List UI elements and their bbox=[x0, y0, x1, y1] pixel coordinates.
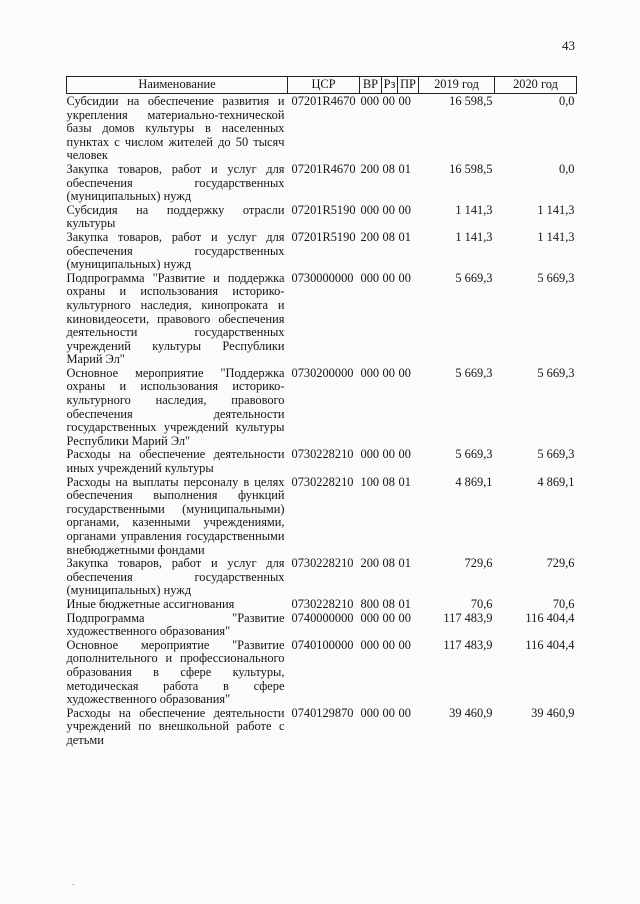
row-csr: 0730200000 bbox=[291, 365, 354, 380]
row-vr: 000 bbox=[360, 365, 380, 380]
row-name: Иные бюджетные ассигнования bbox=[66, 596, 235, 611]
table-row bbox=[67, 448, 577, 475]
row-2020: 5 669,3 bbox=[537, 270, 575, 285]
row-2020: 1 141,3 bbox=[537, 229, 575, 244]
row-2019: 117 483,9 bbox=[443, 610, 493, 625]
header-rz: Рз bbox=[382, 77, 398, 94]
table-row bbox=[67, 639, 577, 707]
table-row bbox=[67, 707, 577, 748]
row-pr: 00 bbox=[398, 202, 411, 217]
scan-speck bbox=[72, 884, 74, 885]
row-rz: 08 bbox=[382, 556, 395, 571]
row-name: Расходы на обеспечение деятельности иных учреждений культуры bbox=[66, 447, 285, 476]
table-row bbox=[67, 367, 577, 449]
row-csr: 07201R4670 bbox=[291, 161, 356, 176]
row-pr: 01 bbox=[398, 474, 411, 489]
row-2020: 116 404,4 bbox=[525, 610, 575, 625]
row-vr: 000 bbox=[360, 202, 380, 217]
row-csr: 0730228210 bbox=[291, 474, 354, 489]
row-vr: 000 bbox=[360, 270, 380, 285]
row-2019: 729,6 bbox=[464, 556, 493, 571]
row-name: Закупка товаров, работ и услуг для обеспечения государственных (муниципальных) нужд bbox=[66, 556, 285, 598]
row-pr: 01 bbox=[398, 556, 411, 571]
row-csr: 07201R5190 bbox=[291, 202, 356, 217]
row-vr: 200 bbox=[360, 556, 380, 571]
page-number: 43 bbox=[562, 38, 575, 53]
row-vr: 000 bbox=[360, 610, 380, 625]
row-vr: 000 bbox=[360, 94, 380, 108]
row-name: Закупка товаров, работ и услуг для обеспечения государственных (муниципальных) нужд bbox=[66, 229, 285, 272]
row-csr: 0740129870 bbox=[291, 705, 354, 720]
row-name: Расходы на выплаты персоналу в целях обеспечения выполнения функций государственными (муниципальными) органами, казенными учреждениями, органами управления государственными внебюджетными фондами bbox=[66, 474, 285, 557]
table-row bbox=[67, 476, 577, 558]
row-2019: 117 483,9 bbox=[443, 637, 493, 652]
row-csr: 0730228210 bbox=[291, 447, 354, 462]
row-csr: 07201R4670 bbox=[291, 94, 356, 108]
row-2020: 5 669,3 bbox=[537, 365, 575, 380]
row-name: Основное мероприятие "Развитие дополнительного и профессионального образования в сфере культуры, методическая работа в сфере художественного образования" bbox=[66, 637, 285, 707]
row-2019: 16 598,5 bbox=[449, 161, 493, 176]
row-rz: 08 bbox=[382, 161, 395, 176]
row-name: Закупка товаров, работ и услуг для обеспечения государственных (муниципальных) нужд bbox=[66, 161, 285, 204]
row-2020: 729,6 bbox=[546, 556, 575, 571]
row-csr: 0740000000 bbox=[291, 610, 354, 625]
row-2019: 1 141,3 bbox=[455, 229, 493, 244]
row-2020: 1 141,3 bbox=[537, 202, 575, 217]
row-rz: 00 bbox=[382, 610, 395, 625]
table-row bbox=[67, 231, 577, 272]
row-2020: 0,0 bbox=[559, 94, 575, 108]
row-pr: 01 bbox=[398, 229, 411, 244]
row-name: Расходы на обеспечение деятельности учреждений по внешкольной работе с детьми bbox=[66, 705, 285, 747]
row-pr: 00 bbox=[398, 365, 411, 380]
header-pr: ПР bbox=[398, 77, 419, 94]
row-2019: 1 141,3 bbox=[455, 202, 493, 217]
row-vr: 200 bbox=[360, 161, 380, 176]
row-name: Субсидия на поддержку отрасли культуры bbox=[66, 202, 285, 231]
row-2020: 39 460,9 bbox=[531, 705, 575, 720]
row-2020: 116 404,4 bbox=[525, 637, 575, 652]
table-row bbox=[67, 598, 577, 612]
row-rz: 00 bbox=[382, 637, 395, 652]
row-pr: 00 bbox=[398, 637, 411, 652]
row-vr: 000 bbox=[360, 705, 380, 720]
table-row bbox=[67, 612, 577, 639]
row-2019: 39 460,9 bbox=[449, 705, 493, 720]
row-rz: 00 bbox=[382, 94, 395, 108]
header-2020: 2020 год bbox=[495, 77, 577, 94]
row-rz: 00 bbox=[382, 270, 395, 285]
row-csr: 0730228210 bbox=[291, 596, 354, 611]
row-pr: 00 bbox=[398, 447, 411, 462]
row-pr: 00 bbox=[398, 270, 411, 285]
header-2019: 2019 год bbox=[419, 77, 495, 94]
row-name: Основное мероприятие "Поддержка охраны и использования историко-культурного наследия, правового обеспечения деятельности государственных учреждений культуры Республики Марий Эл" bbox=[66, 365, 285, 448]
table-row bbox=[67, 557, 577, 598]
row-rz: 00 bbox=[382, 202, 395, 217]
header-vr: ВР bbox=[360, 77, 382, 94]
table-body bbox=[67, 94, 577, 748]
row-rz: 00 bbox=[382, 447, 395, 462]
row-csr: 0730000000 bbox=[291, 270, 354, 285]
row-csr: 07201R5190 bbox=[291, 229, 356, 244]
table-header bbox=[67, 77, 577, 94]
table-row bbox=[67, 272, 577, 367]
row-vr: 000 bbox=[360, 637, 380, 652]
row-2020: 70,6 bbox=[552, 596, 575, 611]
row-rz: 00 bbox=[382, 705, 395, 720]
row-vr: 800 bbox=[360, 596, 380, 611]
row-rz: 08 bbox=[382, 229, 395, 244]
table-row bbox=[67, 204, 577, 231]
row-2019: 5 669,3 bbox=[455, 365, 493, 380]
row-2020: 4 869,1 bbox=[537, 474, 575, 489]
row-rz: 00 bbox=[382, 365, 395, 380]
row-csr: 0740100000 bbox=[291, 637, 354, 652]
row-2019: 5 669,3 bbox=[455, 270, 493, 285]
row-pr: 00 bbox=[398, 610, 411, 625]
row-pr: 01 bbox=[398, 161, 411, 176]
row-name: Субсидии на обеспечение развития и укрепления материально-технической базы домов культуры в населенных пунктах с числом жителей до 50 тысяч человек bbox=[66, 94, 285, 163]
row-2020: 0,0 bbox=[559, 161, 575, 176]
row-2019: 16 598,5 bbox=[449, 94, 493, 108]
row-csr: 0730228210 bbox=[291, 556, 354, 571]
row-pr: 00 bbox=[398, 94, 411, 108]
row-pr: 00 bbox=[398, 705, 411, 720]
budget-table bbox=[66, 76, 577, 748]
header-row bbox=[67, 77, 577, 94]
header-name: Наименование bbox=[67, 77, 288, 94]
table-row bbox=[67, 163, 577, 204]
table-row bbox=[67, 94, 577, 163]
row-2020: 5 669,3 bbox=[537, 447, 575, 462]
row-2019: 5 669,3 bbox=[455, 447, 493, 462]
row-pr: 01 bbox=[398, 596, 411, 611]
row-name: Подпрограмма "Развитие художественного образования" bbox=[66, 610, 285, 639]
row-vr: 100 bbox=[360, 474, 380, 489]
row-rz: 08 bbox=[382, 474, 395, 489]
row-2019: 4 869,1 bbox=[455, 474, 493, 489]
row-rz: 08 bbox=[382, 596, 395, 611]
row-name: Подпрограмма "Развитие и поддержка охраны и использования историко-культурного наследия, кинопроката и киновидеосети, правового обеспечения деятельности государственных учреждений культуры Республики Марий Эл" bbox=[66, 270, 285, 367]
row-vr: 000 bbox=[360, 447, 380, 462]
row-vr: 200 bbox=[360, 229, 380, 244]
row-2019: 70,6 bbox=[470, 596, 493, 611]
header-csr: ЦСР bbox=[288, 77, 360, 94]
